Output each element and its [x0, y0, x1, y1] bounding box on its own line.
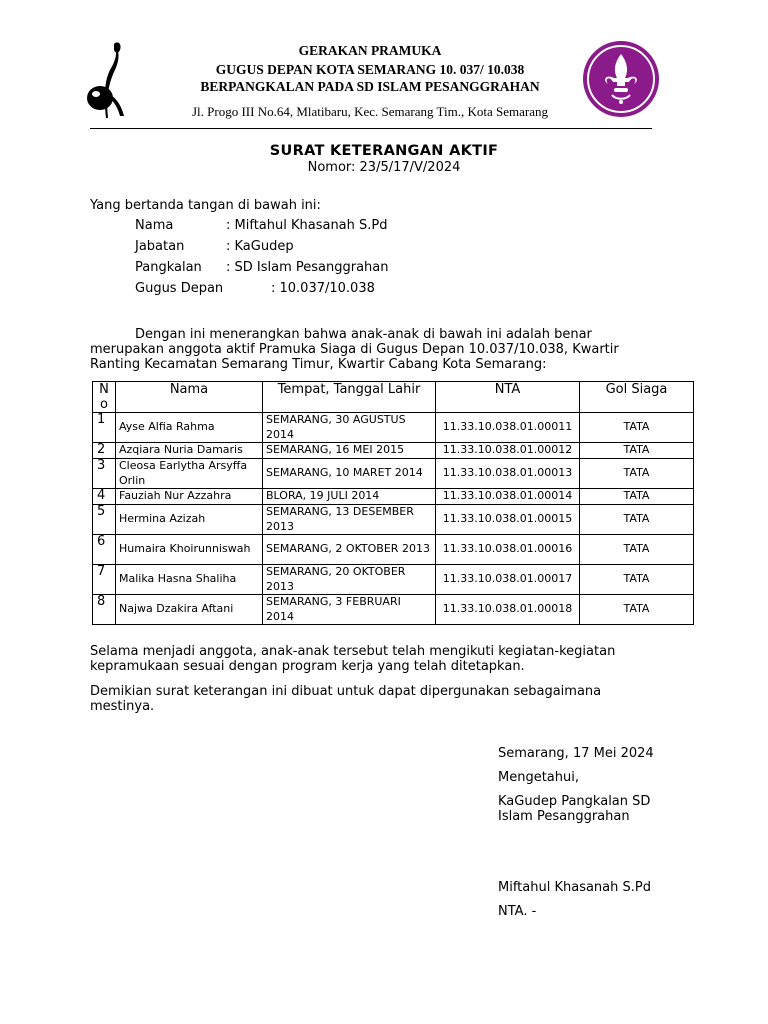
cell-gol: TATA [580, 459, 694, 489]
cell-nama: Azqiara Nuria Damaris [116, 443, 263, 459]
header-divider [90, 128, 652, 129]
cell-no: 4 [93, 489, 116, 505]
gugus-depan-title: GUGUS DEPAN KOTA SEMARANG 10. 037/ 10.038 [215, 62, 525, 77]
header-nta: NTA [436, 382, 580, 413]
header-ttl: Tempat, Tanggal Lahir [263, 382, 436, 413]
header-gol-siaga: Gol Siaga [580, 382, 694, 413]
header-nama: Nama [116, 382, 263, 413]
cell-nama: Malika Hasna Shaliha [116, 565, 263, 595]
cell-ttl: SEMARANG, 3 FEBRUARI 2014 [263, 595, 436, 625]
closing-paragraph-2 [90, 684, 690, 714]
cell-no: 2 [93, 443, 116, 459]
closing2-line-1: Demikian surat keterangan ini dibuat untuk dapat dipergunakan sebagaimana [90, 684, 602, 699]
cell-nta: 11.33.10.038.01.00018 [436, 595, 580, 625]
header-no: N o [93, 382, 116, 413]
field-label-nama: Nama [135, 218, 174, 233]
cell-no: 7 [93, 565, 116, 595]
address: Jl. Progo III No.64, Mlatibaru, Kec. Semarang Tim., Kota Semarang [191, 104, 548, 119]
field-label-gugus-depan: Gugus Depan [135, 281, 224, 296]
table-row [93, 505, 694, 535]
student-table [92, 381, 694, 625]
cell-no: 5 [93, 505, 116, 535]
cell-nta: 11.33.10.038.01.00012 [436, 443, 580, 459]
cell-ttl: SEMARANG, 30 AGUSTUS 2014 [263, 413, 436, 443]
cell-gol: TATA [580, 505, 694, 535]
cell-nama: Cleosa Earlytha Arsyffa Orlin [116, 459, 263, 489]
cell-nta: 11.33.10.038.01.00014 [436, 489, 580, 505]
signature-role [498, 794, 650, 824]
cell-nama: Najwa Dzakira Aftani [116, 595, 263, 625]
closing-paragraph-1 [90, 644, 690, 674]
cell-nta: 11.33.10.038.01.00015 [436, 505, 580, 535]
cell-no: 6 [93, 535, 116, 565]
cell-nta: 11.33.10.038.01.00011 [436, 413, 580, 443]
cell-ttl: BLORA, 19 JULI 2014 [263, 489, 436, 505]
field-value-jabatan: : KaGudep [226, 239, 294, 254]
field-label-pangkalan: Pangkalan [135, 260, 202, 275]
table-row [93, 413, 694, 443]
cell-ttl: SEMARANG, 20 OKTOBER 2013 [263, 565, 436, 595]
world-scout-emblem-icon [582, 40, 660, 118]
cell-nta: 11.33.10.038.01.00013 [436, 459, 580, 489]
table-row [93, 459, 694, 489]
cell-no: 1 [93, 413, 116, 443]
cell-gol: TATA [580, 489, 694, 505]
cell-gol: TATA [580, 443, 694, 459]
closing1-line-2: kepramukaan sesuai dengan program kerja yang telah ditetapkan. [90, 659, 525, 674]
table-header-row [93, 382, 694, 413]
cell-nta: 11.33.10.038.01.00016 [436, 535, 580, 565]
table-row [93, 595, 694, 625]
closing1-line-1: Selama menjadi anggota, anak-anak tersebut telah mengikuti kegiatan-kegiatan [90, 644, 616, 659]
cell-no: 8 [93, 595, 116, 625]
statement-paragraph [90, 327, 690, 372]
signature-role-line-2: Islam Pesanggrahan [498, 809, 630, 824]
letter-number: Nomor: 23/5/17/V/2024 [307, 160, 461, 175]
cell-gol: TATA [580, 413, 694, 443]
cell-ttl: SEMARANG, 13 DESEMBER 2013 [263, 505, 436, 535]
table-row [93, 535, 694, 565]
field-label-jabatan: Jabatan [135, 239, 185, 254]
cell-nama: Fauziah Nur Azzahra [116, 489, 263, 505]
table-row [93, 565, 694, 595]
cell-ttl: SEMARANG, 16 MEI 2015 [263, 443, 436, 459]
cell-ttl: SEMARANG, 10 MARET 2014 [263, 459, 436, 489]
field-value-nama: : Miftahul Khasanah S.Pd [226, 218, 388, 233]
tunas-kelapa-logo-icon [84, 40, 134, 118]
signature-nta: NTA. - [498, 904, 537, 919]
statement-line-2: merupakan anggota aktif Pramuka Siaga di Gugus Depan 10.037/10.038, Kwartir [90, 342, 619, 357]
cell-gol: TATA [580, 595, 694, 625]
cell-no: 3 [93, 459, 116, 489]
signature-acknowledged: Mengetahui, [498, 770, 579, 785]
field-value-gugus-depan: : 10.037/10.038 [271, 281, 375, 296]
signature-name: Miftahul Khasanah S.Pd [498, 880, 651, 895]
cell-gol: TATA [580, 535, 694, 565]
letter-title: SURAT KETERANGAN AKTIF [269, 143, 499, 159]
table-row [93, 443, 694, 459]
pangkalan-title: BERPANGKALAN PADA SD ISLAM PESANGGRAHAN [200, 79, 540, 94]
field-value-pangkalan: : SD Islam Pesanggrahan [226, 260, 389, 275]
cell-nama: Ayse Alfia Rahma [116, 413, 263, 443]
statement-line-1: Dengan ini menerangkan bahwa anak-anak di bawah ini adalah benar [135, 327, 592, 342]
signature-place-date: Semarang, 17 Mei 2024 [498, 746, 654, 761]
intro-text: Yang bertanda tangan di bawah ini: [90, 198, 321, 213]
closing2-line-2: mestinya. [90, 699, 155, 714]
table-row [93, 489, 694, 505]
statement-line-3: Ranting Kecamatan Semarang Timur, Kwartir Cabang Kota Semarang: [90, 357, 547, 372]
cell-nta: 11.33.10.038.01.00017 [436, 565, 580, 595]
cell-ttl: SEMARANG, 2 OKTOBER 2013 [263, 535, 436, 565]
org-name: GERAKAN PRAMUKA [298, 43, 442, 58]
signature-role-line-1: KaGudep Pangkalan SD [498, 794, 651, 809]
cell-nama: Hermina Azizah [116, 505, 263, 535]
cell-gol: TATA [580, 565, 694, 595]
cell-nama: Humaira Khoirunniswah [116, 535, 263, 565]
